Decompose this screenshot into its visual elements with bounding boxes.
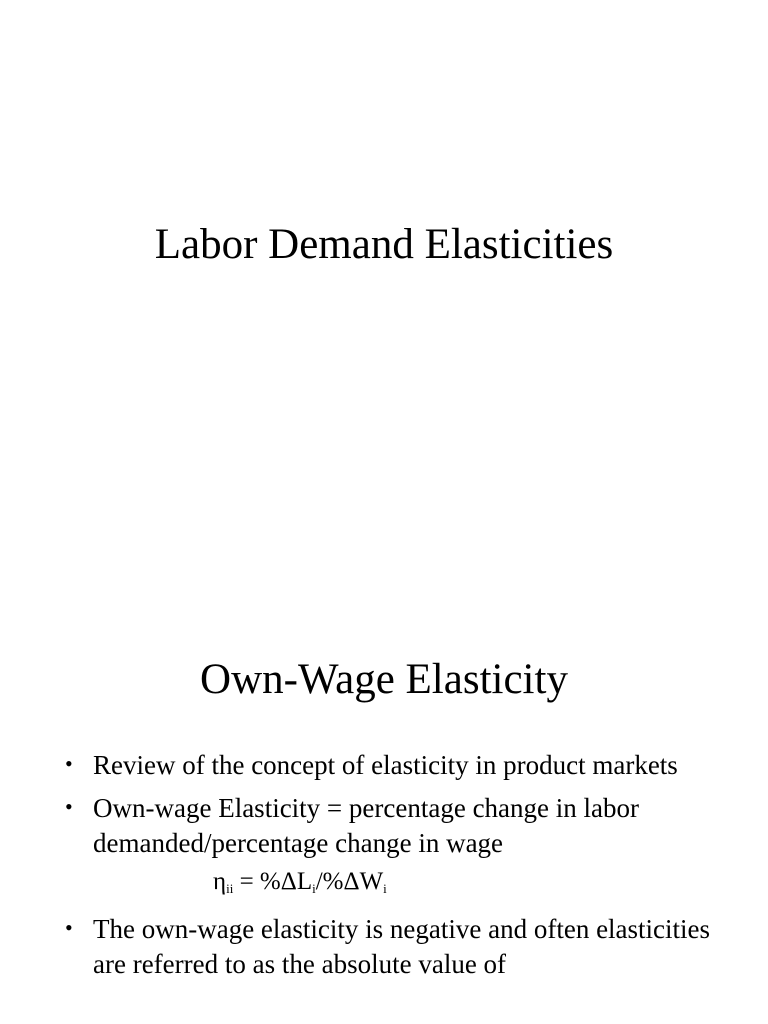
bullet-icon: • — [65, 794, 73, 819]
bullet-item — [0, 912, 768, 982]
bullet-list — [0, 748, 768, 990]
slide-2 — [0, 576, 768, 1024]
bullet-text: The own-wage elasticity is negative and often elasticities are referred to as the absolute value of — [93, 914, 711, 979]
bullet-text: Own-wage Elasticity = percentage change in labor demanded/percentage change in wage — [93, 793, 639, 858]
formula-divide: /%ΔW — [315, 868, 384, 895]
bullet-text: Review of the concept of elasticity in product markets — [93, 750, 678, 780]
formula-eta: η — [213, 868, 227, 895]
formula-eta-subscript: ii — [226, 881, 234, 896]
bullet-item — [0, 791, 768, 861]
bullet-item — [0, 748, 768, 783]
bullet-icon: • — [65, 915, 73, 940]
elasticity-formula — [0, 865, 768, 906]
slide-title: Labor Demand Elasticities — [154, 221, 614, 268]
formula-w-subscript: i — [383, 881, 387, 896]
bullet-icon: • — [65, 751, 73, 776]
slide-title: Own-Wage Elasticity — [200, 656, 568, 703]
formula-l-subscript: i — [312, 881, 316, 896]
formula-equals: = %ΔL — [233, 868, 313, 895]
